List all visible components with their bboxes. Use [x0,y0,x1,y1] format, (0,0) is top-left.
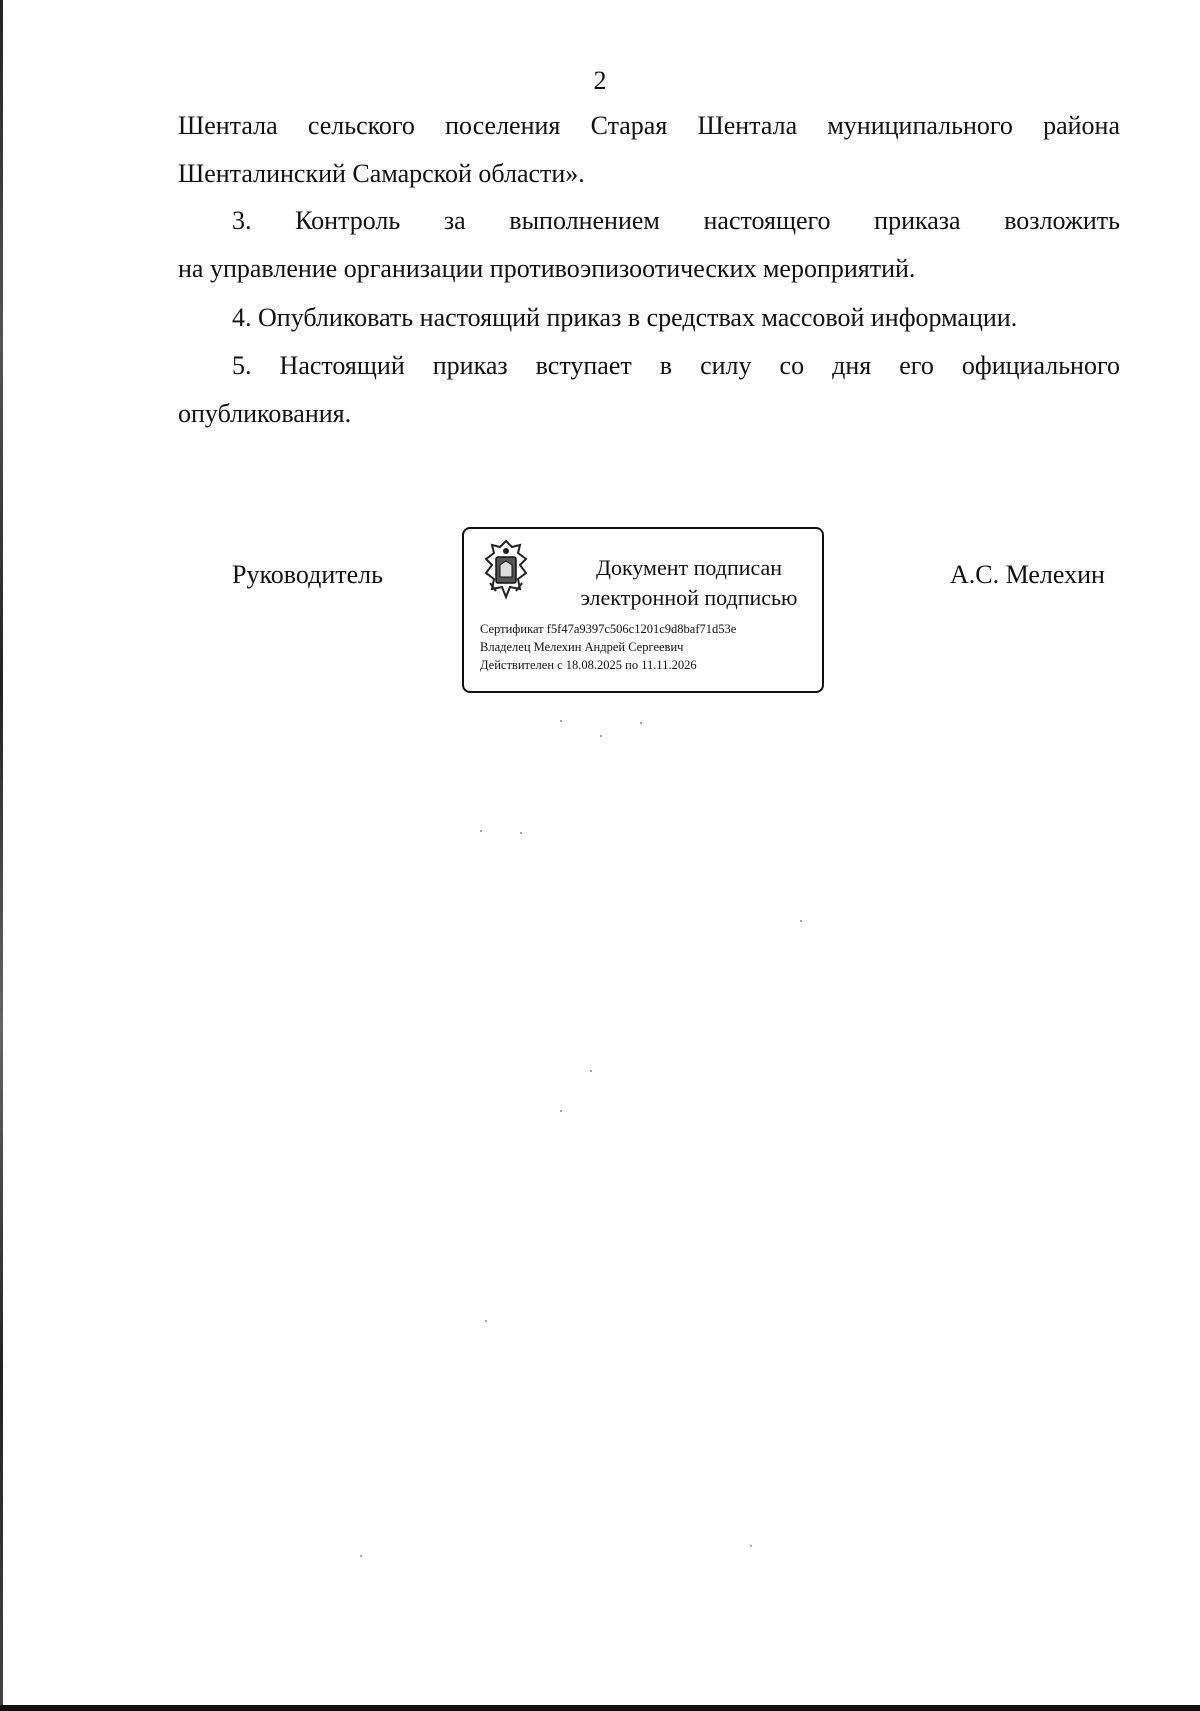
paragraph-item-4: 4. Опубликовать настоящий приказ в средствах массовой информации. [232,303,1018,332]
stamp-title-line: Документ подписан [595,555,783,580]
signatory-name: А.С. Мелехин [950,560,1105,589]
paragraph-line: 5. Настоящий приказ вступает в силу со дня его официального [232,351,1120,380]
paragraph-line: опубликования. [178,399,352,428]
paragraph-continuation [178,102,1120,198]
paragraph-item-5 [178,342,1120,438]
paragraph-line: Шенталинский Самарской области». [178,159,585,188]
scan-speck [560,720,562,722]
scan-speck [750,1545,752,1547]
stamp-title [564,553,814,613]
scan-speck [560,1110,562,1112]
stamp-validity: Действителен с 18.08.2025 по 11.11.2026 [480,658,697,672]
paragraph-line: Шентала сельского поселения Старая Шентала муниципального района [178,111,1120,140]
scan-speck [360,1555,362,1557]
signatory-role: Руководитель [232,560,383,589]
coat-of-arms-icon [482,539,530,601]
scan-speck [480,830,482,832]
scan-speck [640,722,642,724]
stamp-owner: Владелец Мелехин Андрей Сергеевич [480,640,684,654]
stamp-title-line: электронной подписью [580,585,798,610]
scan-speck [590,1070,592,1072]
stamp-certificate: Сертификат f5f47a9397c506c1201c9d8baf71d53e [480,622,737,636]
page-number: 2 [593,66,607,95]
scan-edge-left [0,0,3,1711]
scan-edge-bottom [0,1705,1200,1711]
paragraph-item-3 [178,197,1120,293]
scan-speck [600,735,602,737]
paragraph-line: 3. Контроль за выполнением настоящего приказа возложить [232,206,1120,235]
paragraph-line: на управление организации противоэпизоотических мероприятий. [178,254,916,283]
scan-speck [800,920,802,922]
scan-speck [520,832,522,834]
scan-speck [485,1320,487,1322]
electronic-signature-stamp [462,527,824,693]
